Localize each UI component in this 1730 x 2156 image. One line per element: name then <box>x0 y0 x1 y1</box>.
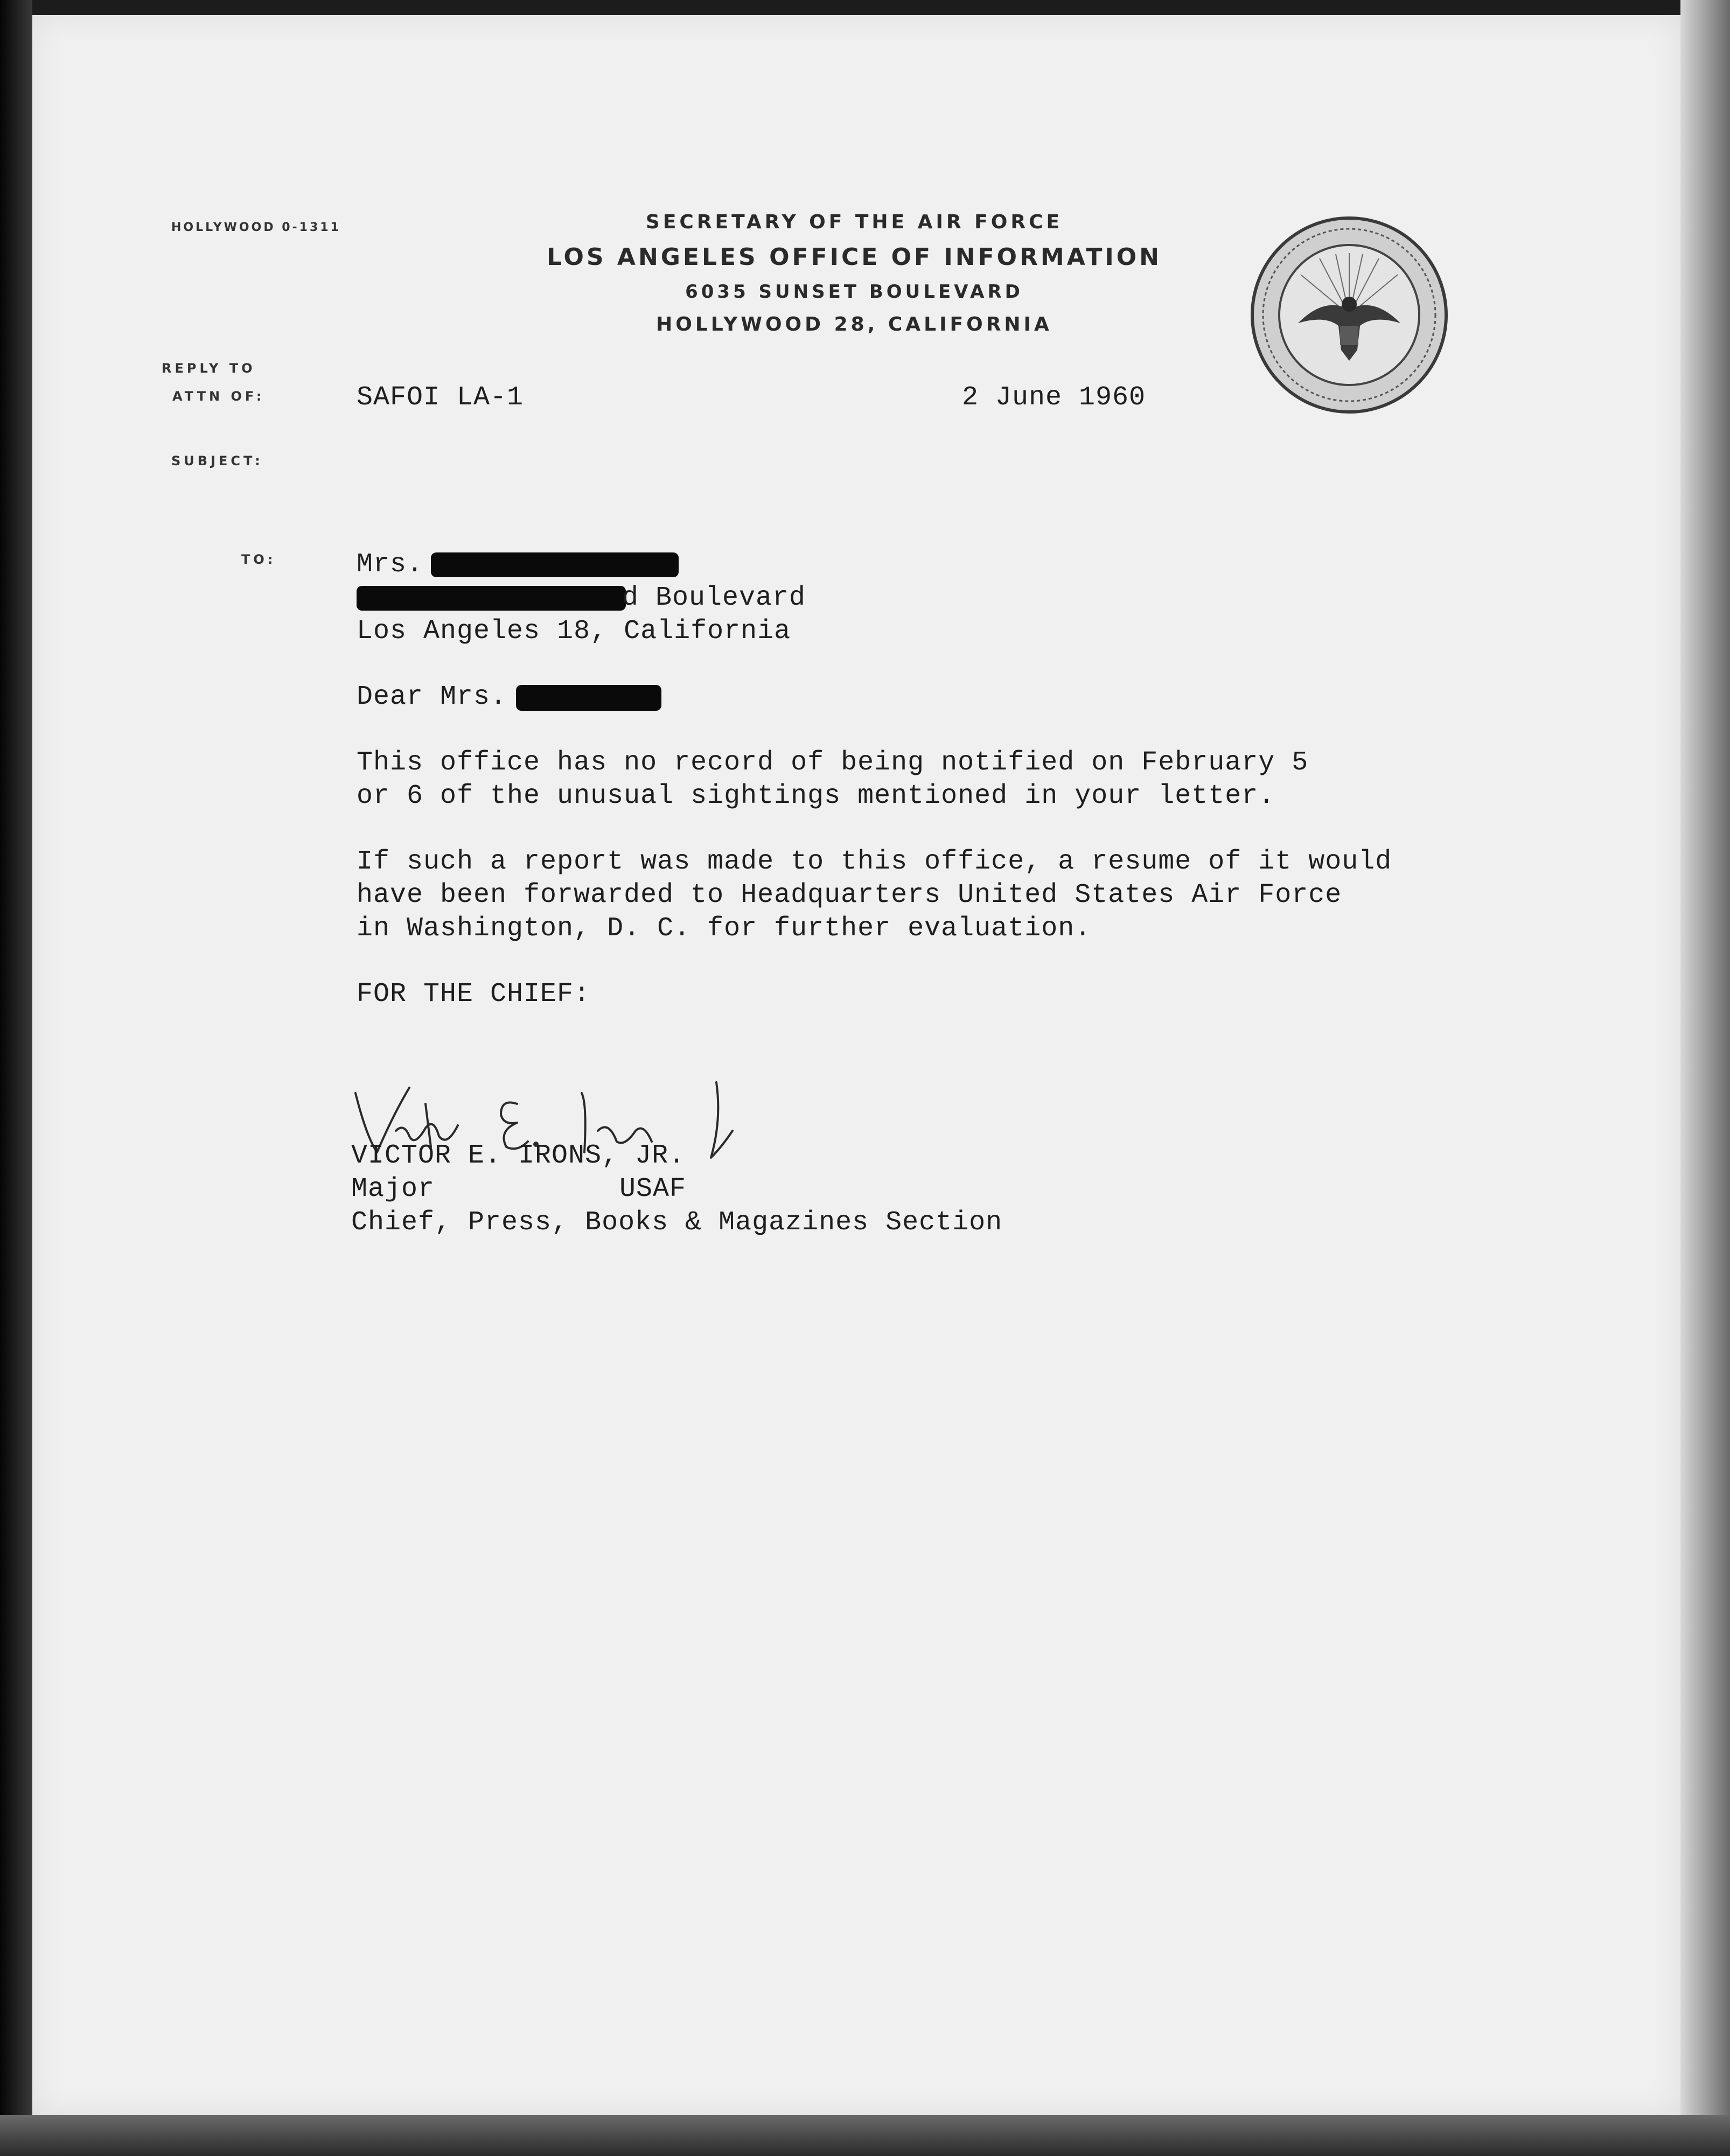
paragraph-2-line-3: in Washington, D. C. for further evaluation. <box>357 913 1092 944</box>
signer-service: USAF <box>619 1174 687 1205</box>
letterhead-line-2: LOS ANGELES OFFICE OF INFORMATION <box>547 243 1162 271</box>
department-seal-icon <box>1250 215 1449 415</box>
reference-code: SAFOI LA-1 <box>357 382 524 413</box>
label-reply-to: REPLY TO <box>162 361 256 376</box>
address-line-2: d Boulevard <box>622 583 806 613</box>
closing: FOR THE CHIEF: <box>357 979 591 1010</box>
label-attn-of: ATTN OF: <box>172 389 265 404</box>
paragraph-1-line-1: This office has no record of being notified on February 5 <box>357 747 1309 778</box>
salutation: Dear Mrs. <box>357 682 507 712</box>
letterhead-phone: HOLLYWOOD 0-1311 <box>171 221 341 234</box>
redaction-bar-name <box>431 552 679 577</box>
scan-bottom-edge <box>0 2115 1730 2156</box>
address-line-1: Mrs. <box>357 549 424 580</box>
redaction-bar-street <box>357 586 626 611</box>
scan-right-edge <box>1680 0 1730 2156</box>
paragraph-2-line-1: If such a report was made to this office, a resume of it would <box>357 846 1392 877</box>
signer-rank: Major <box>351 1174 435 1205</box>
redaction-bar-salutation <box>516 685 661 711</box>
letter-date: 2 June 1960 <box>962 382 1146 413</box>
scan-left-edge <box>0 0 32 2156</box>
signer-name: VICTOR E. IRONS, JR. <box>351 1140 686 1171</box>
address-line-3: Los Angeles 18, California <box>357 616 791 647</box>
paragraph-2-line-2: have been forwarded to Headquarters United States Air Force <box>357 880 1342 911</box>
letterhead-line-1: SECRETARY OF THE AIR FORCE <box>645 211 1063 233</box>
label-to: TO: <box>241 552 276 567</box>
letterhead-line-3: 6035 SUNSET BOULEVARD <box>685 281 1023 303</box>
paragraph-1-line-2: or 6 of the unusual sightings mentioned in your letter. <box>357 781 1275 811</box>
letterhead-line-4: HOLLYWOOD 28, CALIFORNIA <box>656 313 1052 335</box>
label-subject: SUBJECT: <box>171 453 263 468</box>
signer-title: Chief, Press, Books & Magazines Section <box>351 1207 1003 1238</box>
